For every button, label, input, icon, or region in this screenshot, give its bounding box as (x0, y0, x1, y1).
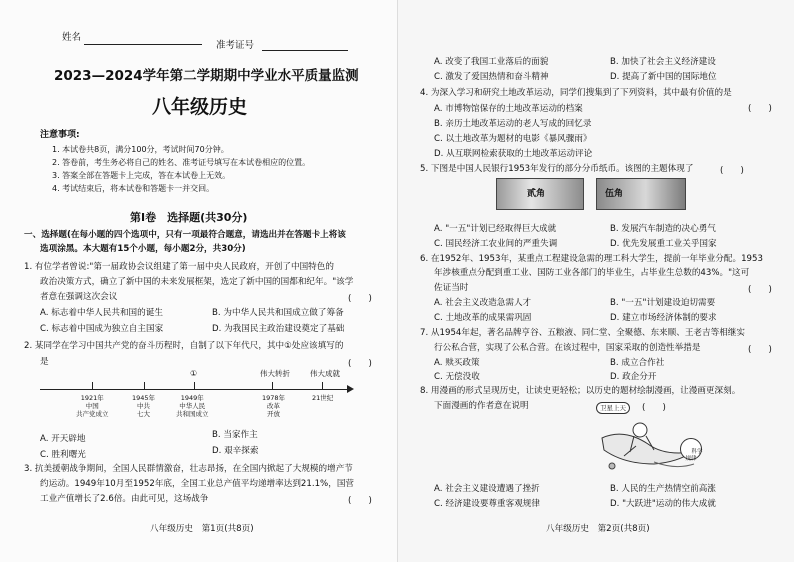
section-instructions: 一、选择题(在每小题的四个选项中，只有一项最符合题意，请选出并在答题卡上将该 (24, 230, 346, 240)
question-3-stem: 约运动。1949年10月至1952年底，全国工业总产值平均递增率达到21.1%，国营 (40, 479, 355, 489)
timeline (40, 368, 360, 430)
timeline-tick (194, 382, 195, 389)
exam-title: 2023—2024学年第二学期期中学业水平质量监测 (54, 68, 359, 84)
question-3-stem: 工业产值增长了2.6倍。由此可见，这场战争 (40, 494, 209, 504)
timeline-event: 21世纪 (312, 394, 334, 402)
question-7-option-c[interactable]: C. 无偿没收 (434, 372, 480, 382)
page-footer: 八年级历史 第1页(共8页) (150, 524, 254, 534)
question-6-stem: 佐证当时 (434, 283, 469, 293)
question-5-option-c[interactable]: C. 国民经济工农业间的严重失调 (434, 239, 558, 249)
timeline-event: 1921年 中国 共产党成立 (76, 394, 109, 418)
question-1-option-a[interactable]: A. 标志着中华人民共和国的诞生 (40, 308, 163, 318)
cartoon-balloon-text: 卫星上天 (600, 404, 626, 412)
answer-blank[interactable]: ( ) (720, 166, 744, 176)
question-2-option-a[interactable]: A. 开天辟地 (40, 434, 86, 444)
question-1-option-c[interactable]: C. 标志着中国成为独立自主国家 (40, 324, 164, 334)
question-6-option-c[interactable]: C. 土地改革的成果需巩固 (434, 313, 532, 323)
note-item: 4. 考试结束后，将本试卷和答题卡一并交回。 (52, 184, 215, 193)
question-7-option-d[interactable]: D. 政企分开 (610, 372, 657, 382)
note-item: 2. 答卷前，考生务必将自己的姓名、准考证号填写在本试卷相应的位置。 (52, 158, 311, 167)
subject-title: 八年级历史 (152, 96, 248, 118)
answer-blank[interactable]: ( ) (748, 104, 772, 114)
question-3-option-b[interactable]: B. 加快了社会主义经济建设 (610, 57, 716, 67)
question-6-option-d[interactable]: D. 建立市场经济体制的要求 (610, 313, 717, 323)
section-title: 第Ⅰ卷 选择题(共30分) (130, 211, 248, 224)
timeline-tick (144, 382, 145, 389)
answer-blank[interactable]: ( ) (748, 285, 772, 295)
exam-number-label: 准考证号 (216, 40, 255, 51)
question-8-stem: 下面漫画的作者意在说明 (434, 401, 529, 411)
exam-number-field-line[interactable] (262, 50, 348, 51)
question-8-option-d[interactable]: D. "大跃进"运动的伟大成就 (610, 499, 716, 509)
question-6-option-b[interactable]: B. "一五"计划建设迫切需要 (610, 298, 716, 308)
question-1-option-d[interactable]: D. 为我国民主政治建设奠定了基础 (212, 324, 345, 334)
right-page (397, 0, 794, 562)
question-5-option-a[interactable]: A. "一五"计划已经取得巨大成就 (434, 224, 557, 234)
answer-blank[interactable]: ( ) (748, 345, 772, 355)
question-2-option-c[interactable]: C. 胜利曙光 (40, 450, 86, 460)
answer-blank[interactable]: ( ) (348, 294, 372, 304)
question-4-option-b[interactable]: B. 亲历土地改革运动的老人写成的回忆录 (434, 119, 592, 129)
note-item: 3. 答案全部在答题卡上完成，答在本试卷上无效。 (52, 171, 231, 180)
page-footer: 八年级历史 第2页(共8页) (546, 524, 650, 534)
question-8-option-a[interactable]: A. 社会主义建设遭遇了挫折 (434, 484, 540, 494)
question-4-option-c[interactable]: C. 以土地改革为题材的电影《暴风骤雨》 (434, 134, 592, 144)
timeline-event: 1949年 中华人民 共和国成立 (176, 394, 209, 418)
question-6-option-a[interactable]: A. 社会主义改造急需人才 (434, 298, 532, 308)
question-1-stem: 政治决策方式，确立了新中国的未来发展框架，选定了新中国的国都和纪年。"该学 (40, 277, 354, 287)
banknote-image (596, 178, 686, 210)
question-8-option-c[interactable]: C. 经济建设要尊重客观规律 (434, 499, 540, 509)
question-7-stem: 7. 从1954年起，著名品牌亨谷、五粮液、同仁堂、全聚德、东来顺、王老吉等相继实 (420, 328, 745, 338)
question-4-option-d[interactable]: D. 从互联网检索获取的土地改革运动评论 (434, 149, 593, 159)
note-item: 1. 本试卷共8页，满分100分，考试时间70分钟。 (52, 145, 229, 154)
timeline-label-circle-1: ① (190, 369, 198, 378)
cartoon-sign-text: 科学 规律 (685, 449, 703, 462)
timeline-label-achievement: 伟大成就 (310, 369, 340, 378)
question-2-option-d[interactable]: D. 艰辛探索 (212, 446, 259, 456)
timeline-axis (40, 389, 352, 390)
timeline-label-turn: 伟大转折 (260, 369, 290, 378)
question-7-option-a[interactable]: A. 赎买政策 (434, 358, 480, 368)
timeline-event: 1945年 中共 七大 (132, 394, 156, 418)
question-1-stem: 1. 有位学者曾说:"第一届政协会议组建了第一届中央人民政府，开创了中国特色的 (24, 262, 334, 272)
question-7-stem: 行公私合营，实现了公私合营。在该过程中，国家采取的创造性举措是 (434, 343, 701, 353)
cartoon-balloon (596, 402, 630, 414)
answer-blank[interactable]: ( ) (348, 359, 372, 369)
timeline-tick (272, 382, 273, 389)
question-3-option-a[interactable]: A. 改变了我国工业落后的面貌 (434, 57, 549, 67)
question-3-option-d[interactable]: D. 提高了新中国的国际地位 (610, 72, 717, 82)
banknote-value: 伍角 (605, 189, 624, 199)
question-3-stem: 3. 抗美援朝战争期间，全国人民群情激奋，壮志昂扬，在全国内掀起了大规模的增产节 (24, 464, 353, 474)
timeline-tick (322, 382, 323, 389)
question-4-option-a[interactable]: A. 市博物馆保存的土地改革运动的档案 (434, 104, 583, 114)
name-field-line[interactable] (84, 44, 202, 45)
timeline-arrow-icon (347, 385, 354, 393)
question-5-stem: 5. 下图是中国人民银行1953年发行的部分分币纸币。该图的主题体现了 (420, 164, 694, 174)
notes-title: 注意事项: (40, 130, 80, 140)
question-1-stem: 者意在强调这次会议 (40, 292, 118, 302)
question-2-stem: 是 (40, 357, 49, 367)
question-7-option-b[interactable]: B. 成立合作社 (610, 358, 665, 368)
question-2-option-b[interactable]: B. 当家作主 (212, 430, 258, 440)
question-6-stem: 年涉核重点分配到重工业、国防工业各部门的毕业生，占毕业生总数的43%。"这可 (434, 268, 750, 278)
section-instructions: 选项涂黑。本大题有15个小题，每小题2分，共30分) (40, 244, 246, 254)
timeline-event: 1978年 改革 开放 (262, 394, 286, 418)
question-3-option-c[interactable]: C. 激发了爱国热情和奋斗精神 (434, 72, 549, 82)
answer-blank[interactable]: ( ) (642, 403, 666, 413)
question-4-stem: 4. 为深入学习和研究土地改革运动，同学们搜集到了下列资料，其中最有价值的是 (420, 88, 732, 98)
banknote-image (496, 178, 584, 210)
answer-blank[interactable]: ( ) (348, 496, 372, 506)
question-5-option-b[interactable]: B. 发展汽车制造的决心勇气 (610, 224, 716, 234)
question-1-option-b[interactable]: B. 为中华人民共和国成立做了筹备 (212, 308, 344, 318)
question-8-option-b[interactable]: B. 人民的生产热情空前高涨 (610, 484, 716, 494)
name-label: 姓名 (62, 32, 82, 43)
question-5-option-d[interactable]: D. 优先发展重工业关乎国家 (610, 239, 717, 249)
question-8-stem: 8. 用漫画的形式呈现历史，让读史更轻松；以历史的题材绘制漫画，让漫画更深刻。 (420, 386, 741, 396)
timeline-tick (92, 382, 93, 389)
cartoon-sign (680, 438, 702, 460)
cartoon-image (594, 398, 714, 478)
question-2-stem: 2. 某同学在学习中国共产党的奋斗历程时，自制了以下年代尺，其中①处应该填写的 (24, 341, 344, 351)
banknote-value: 贰角 (527, 189, 546, 199)
question-6-stem: 6. 在1952年、1953年，某重点工程建设急需的理工科大学生，提前一年毕业分配。1953 (420, 254, 763, 264)
